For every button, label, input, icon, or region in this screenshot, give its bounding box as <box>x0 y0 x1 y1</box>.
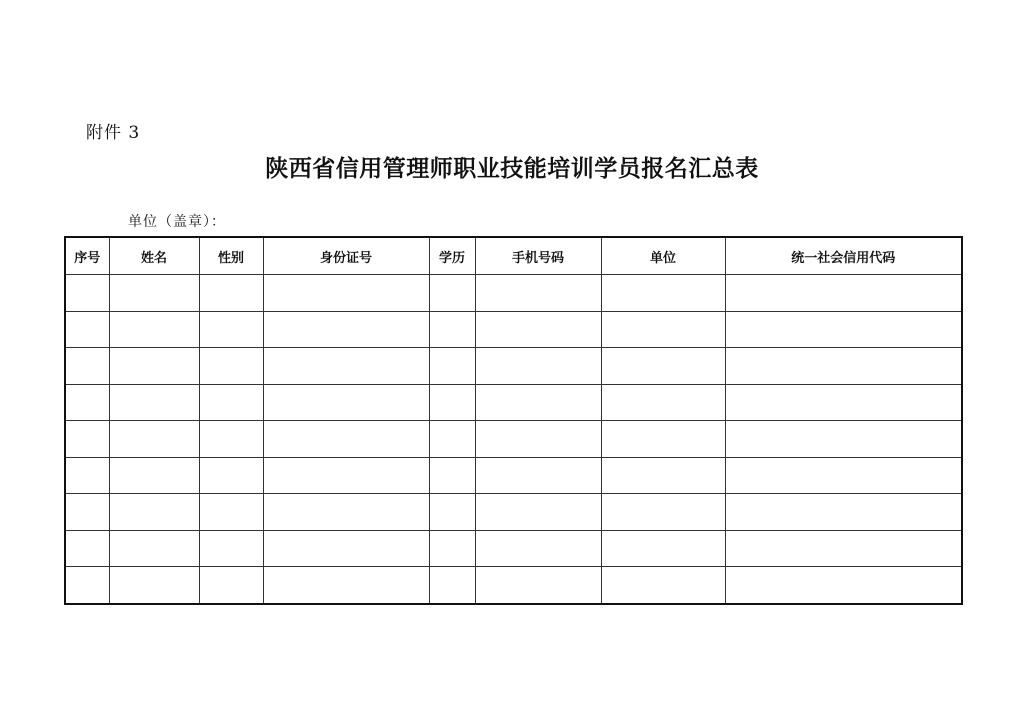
cell-credit-code[interactable] <box>725 494 962 531</box>
cell-id-number[interactable] <box>263 530 429 567</box>
cell-education[interactable] <box>429 567 475 604</box>
cell-gender[interactable] <box>199 567 263 604</box>
cell-phone[interactable] <box>475 384 601 421</box>
table-row <box>65 457 962 494</box>
cell-education[interactable] <box>429 384 475 421</box>
cell-credit-code[interactable] <box>725 530 962 567</box>
table-row <box>65 311 962 348</box>
unit-seal-label: 单位（盖章）： <box>128 214 226 230</box>
cell-phone[interactable] <box>475 348 601 385</box>
table-row <box>65 567 962 604</box>
cell-name[interactable] <box>109 457 199 494</box>
cell-name[interactable] <box>109 530 199 567</box>
table-row <box>65 530 962 567</box>
header-name: 姓名 <box>109 237 199 275</box>
cell-unit[interactable] <box>601 384 725 421</box>
cell-name[interactable] <box>109 384 199 421</box>
header-education: 学历 <box>429 237 475 275</box>
table-row <box>65 275 962 312</box>
header-credit-code: 统一社会信用代码 <box>725 237 962 275</box>
cell-education[interactable] <box>429 494 475 531</box>
cell-index[interactable] <box>65 567 109 604</box>
cell-id-number[interactable] <box>263 384 429 421</box>
cell-name[interactable] <box>109 494 199 531</box>
cell-gender[interactable] <box>199 348 263 385</box>
cell-id-number[interactable] <box>263 275 429 312</box>
cell-gender[interactable] <box>199 457 263 494</box>
table-row <box>65 384 962 421</box>
cell-gender[interactable] <box>199 421 263 458</box>
cell-name[interactable] <box>109 348 199 385</box>
cell-index[interactable] <box>65 384 109 421</box>
cell-unit[interactable] <box>601 348 725 385</box>
cell-unit[interactable] <box>601 457 725 494</box>
cell-id-number[interactable] <box>263 457 429 494</box>
cell-credit-code[interactable] <box>725 275 962 312</box>
header-unit: 单位 <box>601 237 725 275</box>
header-phone: 手机号码 <box>475 237 601 275</box>
header-gender: 性别 <box>199 237 263 275</box>
cell-index[interactable] <box>65 348 109 385</box>
cell-phone[interactable] <box>475 457 601 494</box>
cell-id-number[interactable] <box>263 348 429 385</box>
cell-name[interactable] <box>109 311 199 348</box>
cell-index[interactable] <box>65 275 109 312</box>
cell-id-number[interactable] <box>263 494 429 531</box>
cell-index[interactable] <box>65 530 109 567</box>
cell-index[interactable] <box>65 421 109 458</box>
cell-education[interactable] <box>429 275 475 312</box>
cell-gender[interactable] <box>199 494 263 531</box>
cell-education[interactable] <box>429 457 475 494</box>
cell-gender[interactable] <box>199 275 263 312</box>
cell-credit-code[interactable] <box>725 421 962 458</box>
cell-name[interactable] <box>109 275 199 312</box>
cell-index[interactable] <box>65 311 109 348</box>
table-body <box>65 275 962 604</box>
cell-credit-code[interactable] <box>725 384 962 421</box>
cell-id-number[interactable] <box>263 567 429 604</box>
table-row <box>65 348 962 385</box>
cell-education[interactable] <box>429 421 475 458</box>
cell-gender[interactable] <box>199 311 263 348</box>
signup-summary-table <box>64 236 963 605</box>
cell-index[interactable] <box>65 494 109 531</box>
page-title: 陕西省信用管理师职业技能培训学员报名汇总表 <box>265 156 759 182</box>
cell-unit[interactable] <box>601 275 725 312</box>
attachment-label: 附件 3 <box>86 123 141 143</box>
cell-unit[interactable] <box>601 494 725 531</box>
header-index: 序号 <box>65 237 109 275</box>
cell-phone[interactable] <box>475 494 601 531</box>
cell-credit-code[interactable] <box>725 567 962 604</box>
cell-unit[interactable] <box>601 421 725 458</box>
cell-unit[interactable] <box>601 311 725 348</box>
cell-gender[interactable] <box>199 384 263 421</box>
cell-phone[interactable] <box>475 421 601 458</box>
table-header-row <box>65 237 962 275</box>
cell-credit-code[interactable] <box>725 348 962 385</box>
table-row <box>65 421 962 458</box>
cell-unit[interactable] <box>601 567 725 604</box>
cell-name[interactable] <box>109 421 199 458</box>
header-id-number: 身份证号 <box>263 237 429 275</box>
cell-id-number[interactable] <box>263 421 429 458</box>
cell-id-number[interactable] <box>263 311 429 348</box>
cell-phone[interactable] <box>475 530 601 567</box>
cell-phone[interactable] <box>475 275 601 312</box>
cell-name[interactable] <box>109 567 199 604</box>
cell-credit-code[interactable] <box>725 311 962 348</box>
cell-education[interactable] <box>429 348 475 385</box>
cell-credit-code[interactable] <box>725 457 962 494</box>
cell-phone[interactable] <box>475 311 601 348</box>
cell-education[interactable] <box>429 530 475 567</box>
cell-index[interactable] <box>65 457 109 494</box>
cell-education[interactable] <box>429 311 475 348</box>
cell-gender[interactable] <box>199 530 263 567</box>
table-row <box>65 494 962 531</box>
cell-unit[interactable] <box>601 530 725 567</box>
cell-phone[interactable] <box>475 567 601 604</box>
